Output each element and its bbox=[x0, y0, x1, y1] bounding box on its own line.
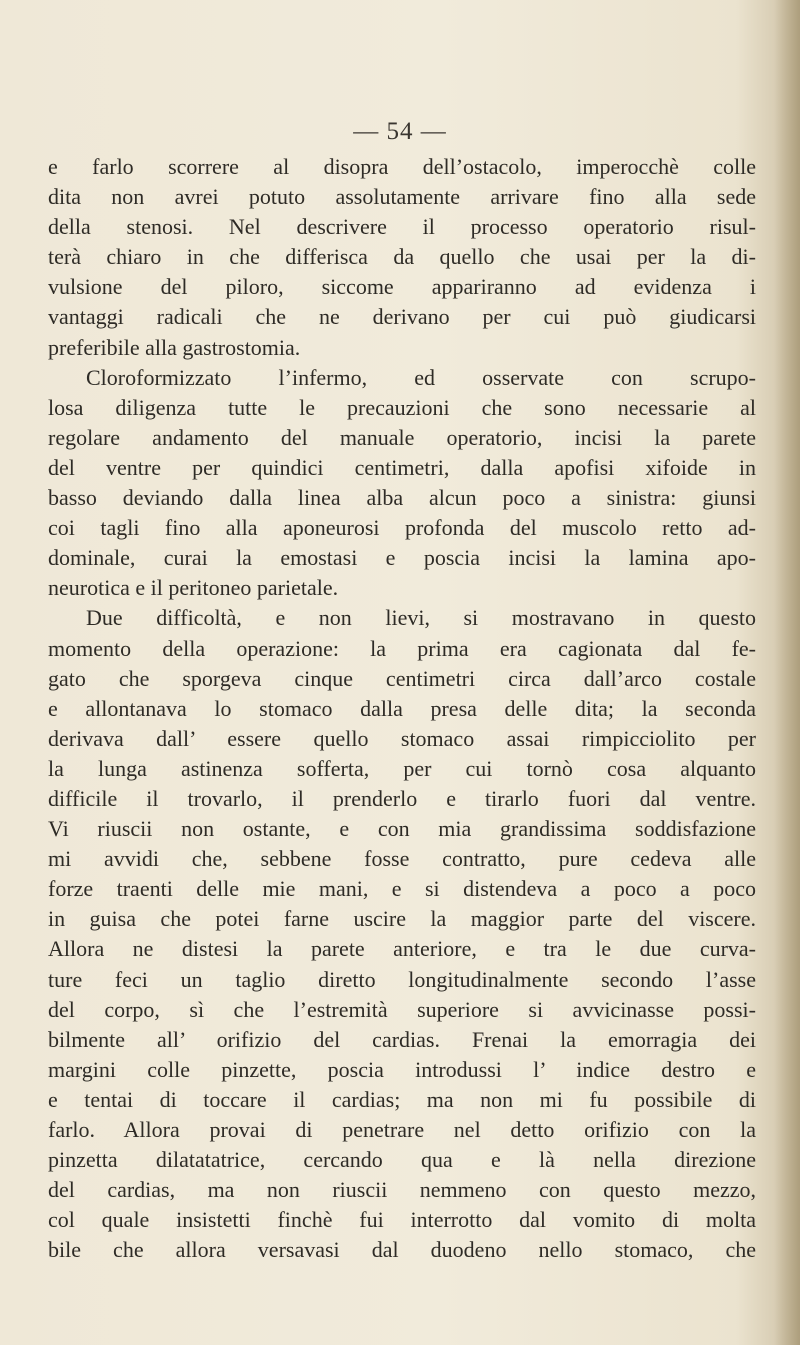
text-line: bile che allora versavasi dal duodeno nello stomaco, che bbox=[48, 1237, 756, 1263]
text-line: del corpo, sì che l’estremità superiore si avvicinasse possi- bbox=[48, 996, 756, 1022]
text-line: coi tagli fino alla aponeurosi profonda del muscolo retto ad- bbox=[48, 515, 756, 541]
text-line: della stenosi. Nel descrivere il processo operatorio risul- bbox=[48, 214, 756, 240]
text-line: gato che sporgeva cinque centimetri circa dall’arco costale bbox=[48, 665, 756, 691]
text-line: basso deviando dalla linea alba alcun poco a sinistra: giunsi bbox=[48, 485, 756, 511]
text-line: ture feci un taglio diretto longitudinalmente secondo l’asse bbox=[48, 966, 756, 992]
text-line: neurotica e il peritoneo parietale. bbox=[48, 575, 339, 601]
text-line: e allontanava lo stomaco dalla presa delle dita; la seconda bbox=[48, 695, 756, 721]
text-line: Vi riuscii non ostante, e con mia grandissima soddisfazione bbox=[48, 816, 756, 842]
text-line: regolare andamento del manuale operatorio, incisi la parete bbox=[48, 424, 756, 450]
text-line: derivava dall’ essere quello stomaco assai rimpicciolito per bbox=[48, 725, 756, 751]
text-line: forze traenti delle mie mani, e si distendeva a poco a poco bbox=[48, 876, 756, 902]
text-line: Allora ne distesi la parete anteriore, e tra le due curva- bbox=[48, 936, 756, 962]
text-line: e tentai di toccare il cardias; ma non mi fu possibile di bbox=[48, 1086, 756, 1112]
text-line: del cardias, ma non riuscii nemmeno con questo mezzo, bbox=[48, 1177, 756, 1203]
text-line: e farlo scorrere al disopra dell’ostacolo, imperocchè colle bbox=[48, 154, 756, 179]
text-line: pinzetta dilatatatrice, cercando qua e là nella direzione bbox=[48, 1147, 756, 1173]
text-line: farlo. Allora provai di penetrare nel detto orifizio con la bbox=[48, 1117, 756, 1142]
text-line: momento della operazione: la prima era cagionata dal fe- bbox=[48, 635, 756, 661]
text-line: la lunga astinenza sofferta, per cui tornò cosa alquanto bbox=[48, 755, 756, 781]
text-line: losa diligenza tutte le precauzioni che sono necessarie al bbox=[48, 394, 756, 420]
text-line: mi avvidi che, sebbene fosse contratto, pure cedeva alle bbox=[48, 846, 756, 872]
page-edge-shadow bbox=[774, 0, 800, 1345]
text-line: dita non avrei potuto assolutamente arrivare fino alla sede bbox=[48, 184, 756, 210]
text-line: in guisa che potei farne uscire la maggior parte del viscere. bbox=[48, 906, 756, 932]
text-line: del ventre per quindici centimetri, dalla apofisi xifoide in bbox=[48, 454, 756, 480]
text-line: bilmente all’ orifizio del cardias. Frenai la emorragia dei bbox=[48, 1026, 756, 1052]
text-line: Cloroformizzato l’infermo, ed osservate con scrupo- bbox=[86, 364, 756, 390]
text-line: difficile il trovarlo, il prenderlo e tirarlo fuori dal ventre. bbox=[48, 785, 756, 811]
text-line: Due difficoltà, e non lievi, si mostravano in questo bbox=[86, 605, 756, 631]
text-line: dominale, curai la emostasi e poscia incisi la lamina apo- bbox=[48, 545, 756, 571]
text-line: col quale insistetti finchè fui interrotto dal vomito di molta bbox=[48, 1207, 756, 1233]
text-line: margini colle pinzette, poscia introdussi l’ indice destro e bbox=[48, 1056, 756, 1082]
text-line: vantaggi radicali che ne derivano per cui può giudicarsi bbox=[48, 304, 756, 330]
body-text bbox=[48, 152, 756, 1265]
text-line: preferibile alla gastrostomia. bbox=[48, 334, 301, 360]
page-number: — 54 — bbox=[353, 118, 447, 145]
text-line: terà chiaro in che differisca da quello che usai per la di- bbox=[48, 244, 756, 270]
text-line: vulsione del piloro, siccome appariranno ad evidenza i bbox=[48, 274, 756, 300]
